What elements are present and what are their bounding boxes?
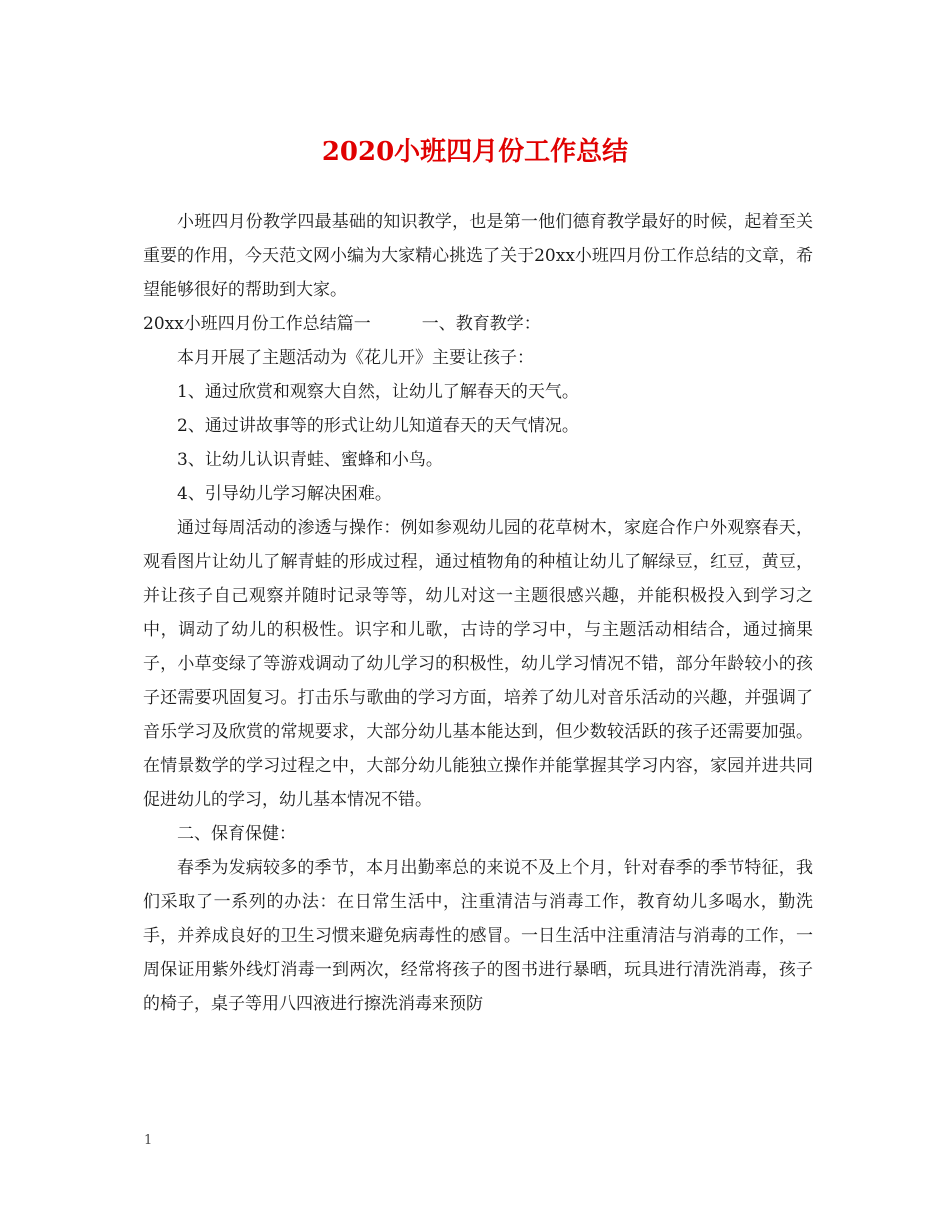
intro-paragraph: 小班四月份教学四最基础的知识教学，也是第一他们德育教学最好的时候，起着至关重要的作用，今天范文网小编为大家精心挑选了关于20xx小班四月份工作总结的文章，希望能够很好的帮助到大家。 [143, 212, 813, 300]
section2-heading: 二、保育保健： [177, 824, 296, 844]
theme-intro: 本月开展了主题活动为《花儿开》主要让孩子： [177, 348, 534, 368]
goal-item: 1、通过欣赏和观察大自然，让幼儿了解春天的天气。 [177, 382, 579, 402]
education-paragraph: 通过每周活动的渗透与操作：例如参观幼儿园的花草树木，家庭合作户外观察春天，观看图片让幼儿了解青蛙的形成过程，通过植物角的种植让幼儿了解绿豆，红豆，黄豆，并让孩子自己观察并随时记录等等，幼儿对这一主题很感兴趣，并能积极投入到学习之中，调动了幼儿的积极性。识字和儿歌，古诗的学习中，与主题活动相结合，通过摘果子，小草变绿了等游戏调动了幼儿学习的积极性，幼儿学习情况不错，部分年龄较小的孩子还需要巩固复习。打击乐与歌曲的学习方面，培养了幼儿对音乐活动的兴趣，并强调了音乐学习及欣赏的常规要求，大部分幼儿基本能达到，但少数较活跃的孩子还需要加强。在情景数学的学习过程之中，大部分幼儿能独立操作并能掌握其学习内容，家园并进共同促进幼儿的学习，幼儿基本情况不错。 [143, 518, 813, 810]
goal-item: 2、通过讲故事等的形式让幼儿知道春天的天气情况。 [177, 416, 579, 436]
goal-item: 4、引导幼儿学习解决困难。 [177, 484, 392, 504]
page-number: 1 [144, 1133, 153, 1148]
health-paragraph: 春季为发病较多的季节，本月出勤率总的来说不及上个月，针对春季的季节特征，我们采取了一系列的办法：在日常生活中，注重清洁与消毒工作，教育幼儿多喝水，勤洗手，并养成良好的卫生习惯来避免病毒性的感冒。一日生活中注重清洁与消毒的工作，一周保证用紫外线灯消毒一到两次，经常将孩子的图书进行暴晒，玩具进行清洗消毒，孩子的椅子，桌子等用八四液进行擦洗消毒来预防 [143, 858, 813, 1014]
article-heading: 20xx小班四月份工作总结篇一 一、教育教学： [143, 314, 541, 334]
document-title: 2020小班四月份工作总结 [321, 137, 629, 167]
goal-item: 3、让幼儿认识青蛙、蜜蜂和小鸟。 [177, 450, 443, 470]
document-body [143, 205, 813, 1021]
